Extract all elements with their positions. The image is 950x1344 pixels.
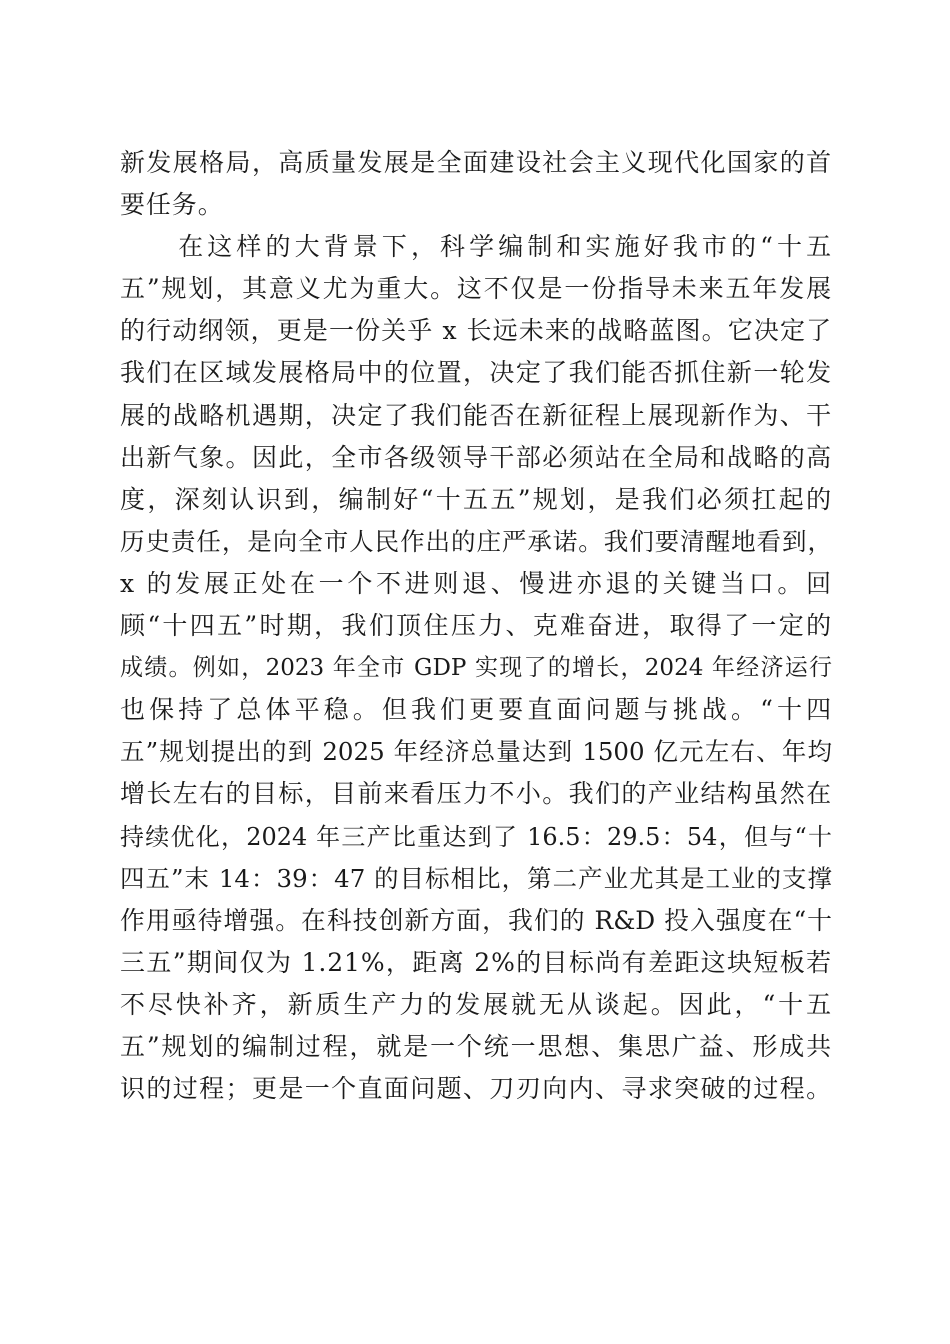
text-line: 识的过程；更是一个直面问题、刀刃向内、寻求突破的过程。 [120,1074,832,1104]
text-line: 我们在区域发展格局中的位置，决定了我们能否抓住新一轮发 [120,358,832,388]
text-line: 五”规划提出的到 2025 年经济总量达到 1500 亿元左右、年均 [120,737,832,767]
text-line: x 的发展正处在一个不进则退、慢进亦退的关键当口。回 [120,568,832,598]
text-line: 出新气象。因此，全市各级领导干部必须站在全局和战略的高 [120,442,832,472]
text-line: 四五”末 14：39：47 的目标相比，第二产业尤其是工业的支撑 [120,863,832,893]
body-text [120,142,832,1110]
text-line: 不尽快补齐，新质生产力的发展就无从谈起。因此，“十五 [120,989,832,1019]
text-line: 五”规划的编制过程，就是一个统一思想、集思广益、形成共 [120,1031,832,1061]
text-line: 成绩。例如，2023 年全市 GDP 实现了的增长，2024 年经济运行 [120,655,832,682]
text-line: 五”规划，其意义尤为重大。这不仅是一份指导未来五年发展 [120,274,832,304]
text-line: 三五”期间仅为 1.21%，距离 2%的目标尚有差距这块短板若 [120,947,832,977]
text-line: 顾“十四五”时期，我们顶住压力、克难奋进，取得了一定的 [120,611,832,641]
text-line: 度，深刻认识到，编制好“十五五”规划，是我们必须扛起的 [120,484,832,514]
text-line: 作用亟待增强。在科技创新方面，我们的 R&D 投入强度在“十 [120,905,832,935]
text-line: 的行动纲领，更是一份关乎 x 长远未来的战略蓝图。它决定了 [120,316,832,346]
text-line: 展的战略机遇期，决定了我们能否在新征程上展现新作为、干 [120,400,832,430]
text-line: 历史责任，是向全市人民作出的庄严承诺。我们要清醒地看到， [120,526,832,556]
text-line: 持续优化，2024 年三产比重达到了 16.5：29.5：54，但与“十 [120,822,832,851]
text-line: 也保持了总体平稳。但我们更要直面问题与挑战。“十四 [120,695,832,725]
text-line: 增长左右的目标，目前来看压力不小。我们的产业结构虽然在 [120,779,832,809]
text-line: 新发展格局，高质量发展是全面建设社会主义现代化国家的首 [120,148,832,177]
text-line: 在这样的大背景下，科学编制和实施好我市的“十五 [120,232,832,262]
text-line: 要任务。 [120,190,224,220]
